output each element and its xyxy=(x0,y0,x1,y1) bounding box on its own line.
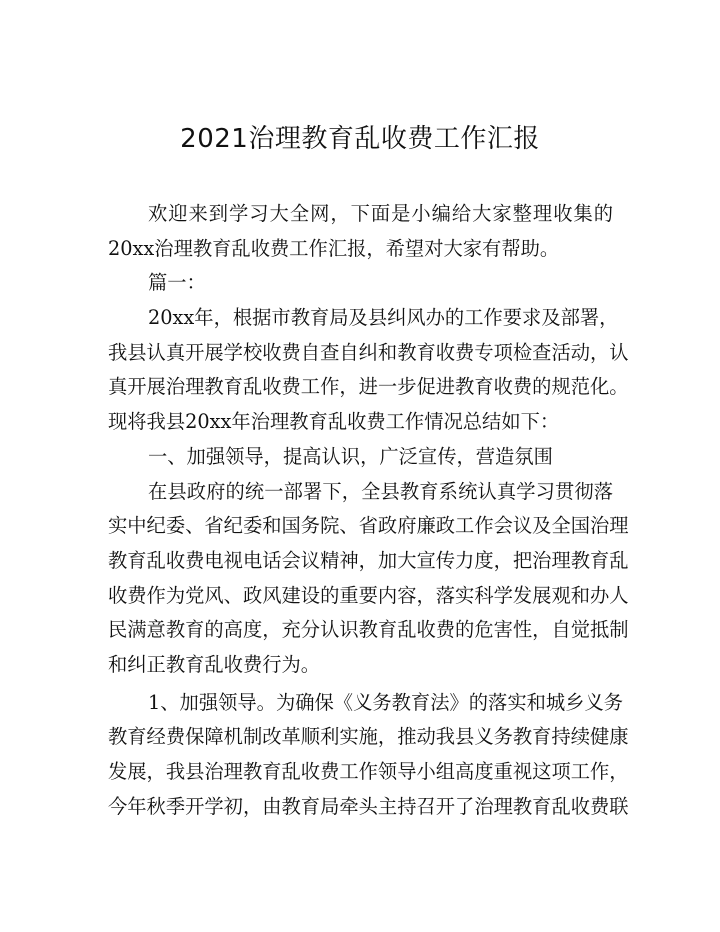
paragraph-line: 欢迎来到学习大全网，下面是小编给大家整理收集的 xyxy=(148,202,613,225)
section-heading: 一、加强领导，提高认识，广泛宣传，营造氛围 xyxy=(148,444,553,468)
paragraph-line: 我县认真开展学校收费自查自纠和教育收费专项检查活动，认 xyxy=(108,340,629,364)
paragraph-line: 教育乱收费电视电话会议精神，加大宣传力度，把治理教育乱 xyxy=(108,548,629,572)
paragraph-line: 今年秋季开学初，由教育局牵头主持召开了治理教育乱收费联 xyxy=(108,794,629,818)
paragraph-line: 和纠正教育乱收费行为。 xyxy=(108,652,321,676)
paragraph-line: 20xx年，根据市教育局及县纠风办的工作要求及部署， xyxy=(148,306,619,330)
document-title: 2021治理教育乱收费工作汇报 xyxy=(180,124,540,154)
paragraph-line: 20xx治理教育乱收费工作汇报，希望对大家有帮助。 xyxy=(108,236,560,260)
paragraph-line: 真开展治理教育乱收费工作，进一步促进教育收费的规范化。 xyxy=(108,375,629,399)
paragraph-line: 1、加强领导。为确保《义务教育法》的落实和城乡义务 xyxy=(148,690,624,714)
paragraph-line: 在县政府的统一部署下，全县教育系统认真学习贯彻落 xyxy=(148,479,613,503)
paragraph-line: 发展，我县治理教育乱收费工作领导小组高度重视这项工作， xyxy=(108,760,629,783)
paragraph-line: 教育经费保障机制改革顺利实施，推动我县义务教育持续健康 xyxy=(108,725,629,749)
paragraph-line: 现将我县20xx年治理教育乱收费工作情况总结如下： xyxy=(108,410,560,434)
paragraph-line: 收费作为党风、政风建设的重要内容，落实科学发展观和办人 xyxy=(108,583,629,607)
document-body xyxy=(108,197,629,824)
paragraph-line: 实中纪委、省纪委和国务院、省政府廉政工作会议及全国治理 xyxy=(108,514,629,538)
paragraph-line: 民满意教育的高度，充分认识教育乱收费的危害性，自觉抵制 xyxy=(108,618,629,642)
paragraph-line: 篇一： xyxy=(148,271,206,295)
